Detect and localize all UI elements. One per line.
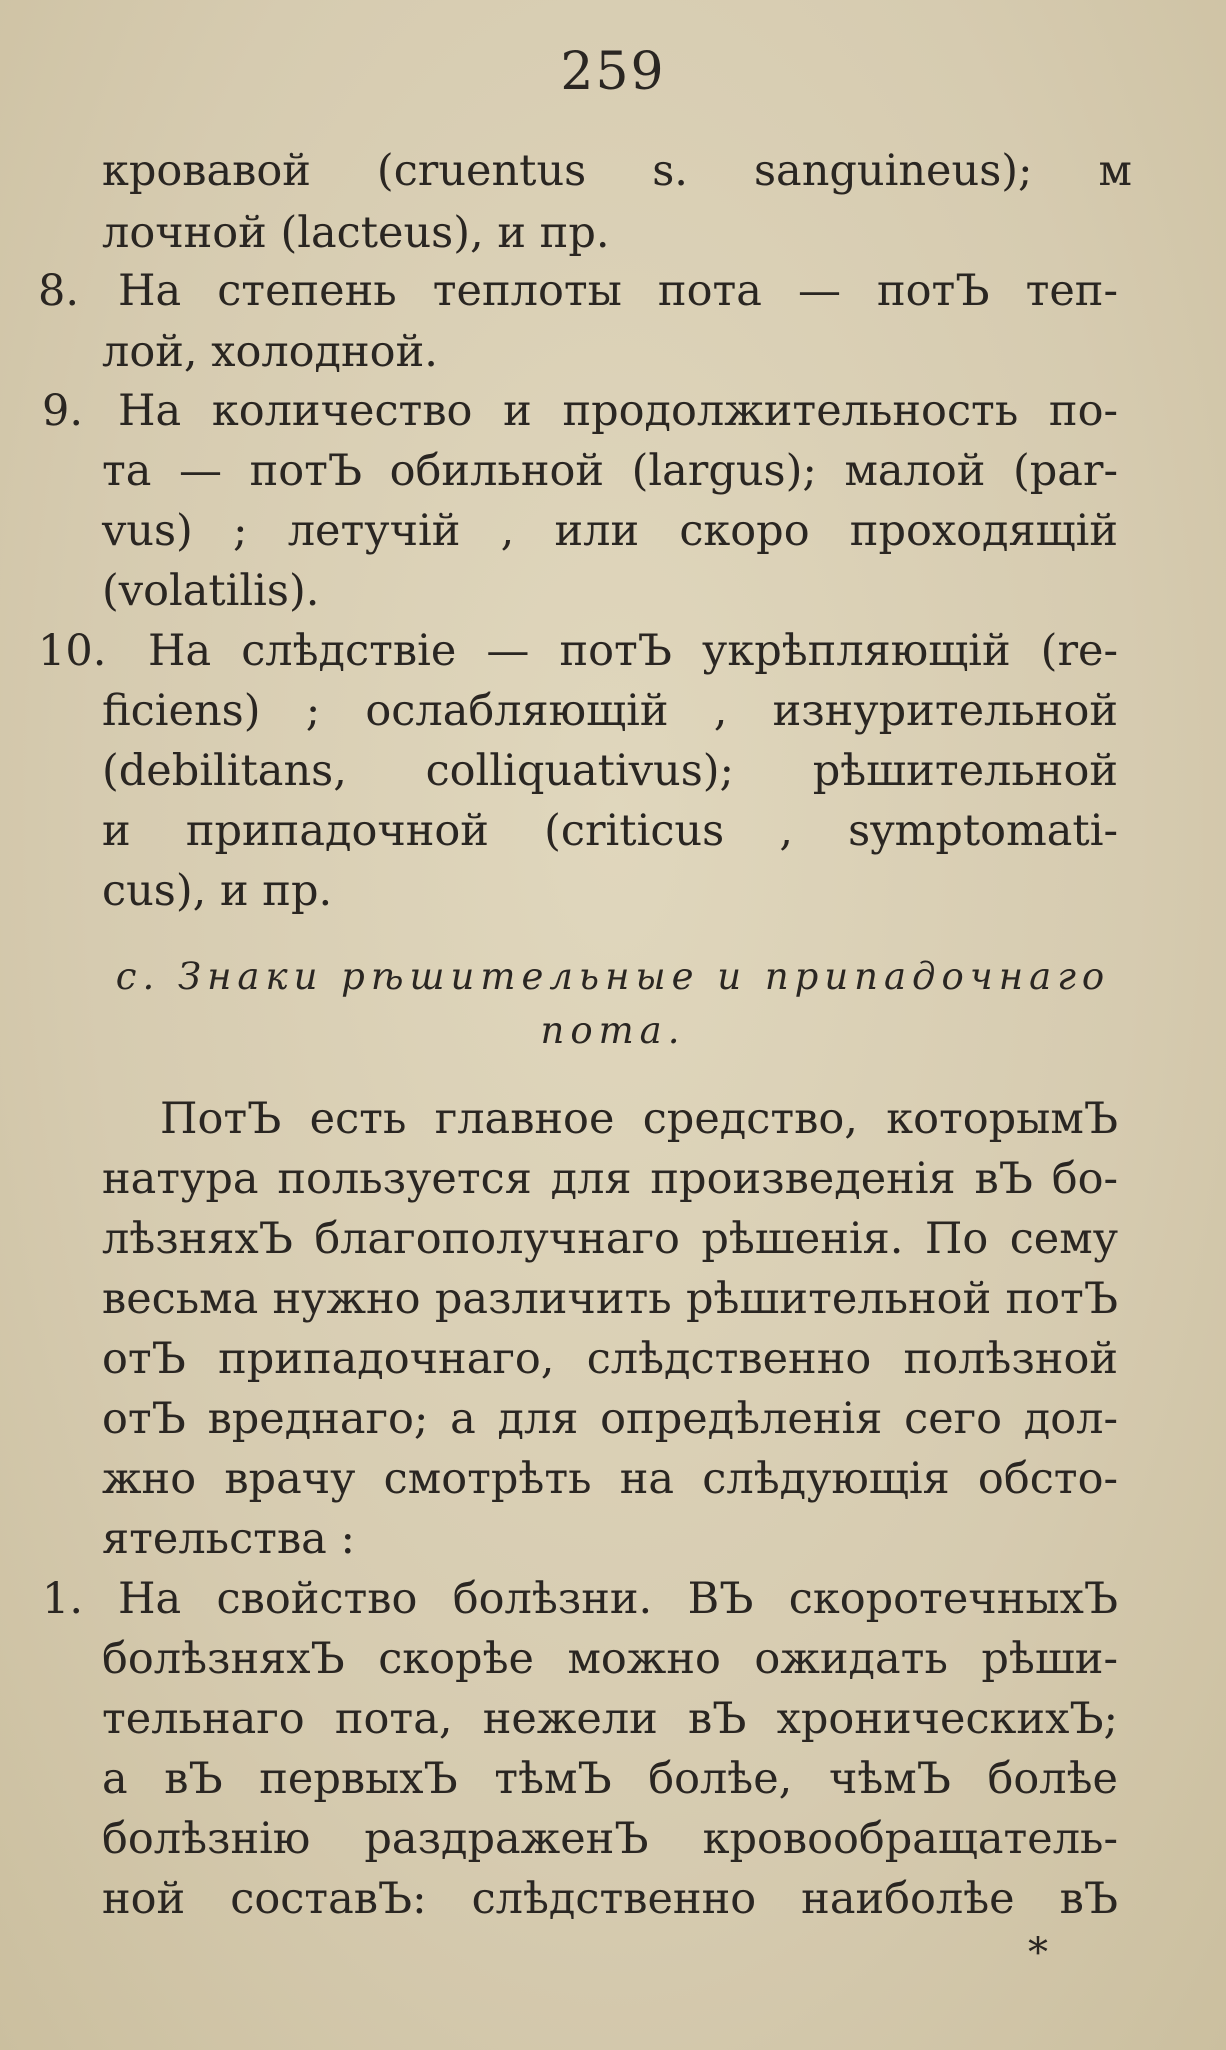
text-line: жно врачу смотрѣть на слѣдующія обсто- — [102, 1454, 1118, 1504]
text-line: лой, холодной. — [102, 327, 438, 377]
text-line: cus), и пр. — [102, 866, 333, 916]
text-line: отЪ вреднаго; а для опредѣленія сего дол- — [102, 1394, 1118, 1444]
text-line: На степень теплоты пота — потЪ теп- — [118, 266, 1118, 316]
list-number: 8. — [38, 266, 80, 316]
text-line: ятельства : — [102, 1514, 355, 1564]
list-number: 10. — [38, 626, 107, 676]
text-line: а вЪ первыхЪ тѣмЪ болѣе, чѣмЪ болѣе — [102, 1754, 1118, 1804]
text-line: весьма нужно различить рѣшительной потЪ — [102, 1274, 1118, 1324]
text-line: ПотЪ есть главное средство, которымЪ — [160, 1094, 1118, 1144]
text-line: лѣзняхЪ благополучнаго рѣшенія. По сему — [102, 1214, 1118, 1264]
signature-mark: * — [1028, 1930, 1048, 1976]
page-number: 259 — [560, 42, 666, 102]
text-line: На слѣдствіе — потЪ укрѣпляющій (re- — [148, 626, 1118, 676]
text-line: лочной (lacteus), и пр. — [102, 208, 610, 258]
section-heading: пота. — [540, 1009, 686, 1052]
text-line: тельнаго пота, нежели вЪ хроническихЪ; — [102, 1694, 1118, 1744]
list-number: 1. — [42, 1574, 84, 1624]
text-line: болѣзнію раздраженЪ кровообращатель- — [102, 1814, 1118, 1864]
text-line: отЪ припадочнаго, слѣдственно полѣзной — [102, 1334, 1118, 1384]
text-line: кровавой (cruentus s. sanguineus); м — [102, 146, 1132, 196]
list-number: 9. — [42, 386, 84, 436]
text-line: болѣзняхЪ скорѣе можно ожидать рѣши- — [102, 1634, 1118, 1684]
section-heading: c. Знаки рѣшительные и припадочнаго — [115, 955, 1111, 998]
text-line: ной составЪ: слѣдственно наиболѣе вЪ — [102, 1874, 1118, 1924]
text-line: vus) ; летучій , или скоро проходящій — [102, 506, 1118, 556]
text-line: и припадочной (criticus , symptomati- — [102, 806, 1118, 856]
text-line: та — потЪ обильной (largus); малой (par- — [102, 446, 1118, 496]
text-line: натура пользуется для произведенія вЪ бо- — [102, 1154, 1118, 1204]
text-line: На количество и продолжительность по- — [118, 386, 1118, 436]
text-line: ficiens) ; ослабляющій , изнурительной — [102, 686, 1118, 736]
text-line: На свойство болѣзни. ВЪ скоротечныхЪ — [118, 1574, 1118, 1624]
text-line: (volatilis). — [102, 566, 320, 616]
text-line: (debilitans, colliquativus); рѣшительной — [102, 746, 1118, 796]
